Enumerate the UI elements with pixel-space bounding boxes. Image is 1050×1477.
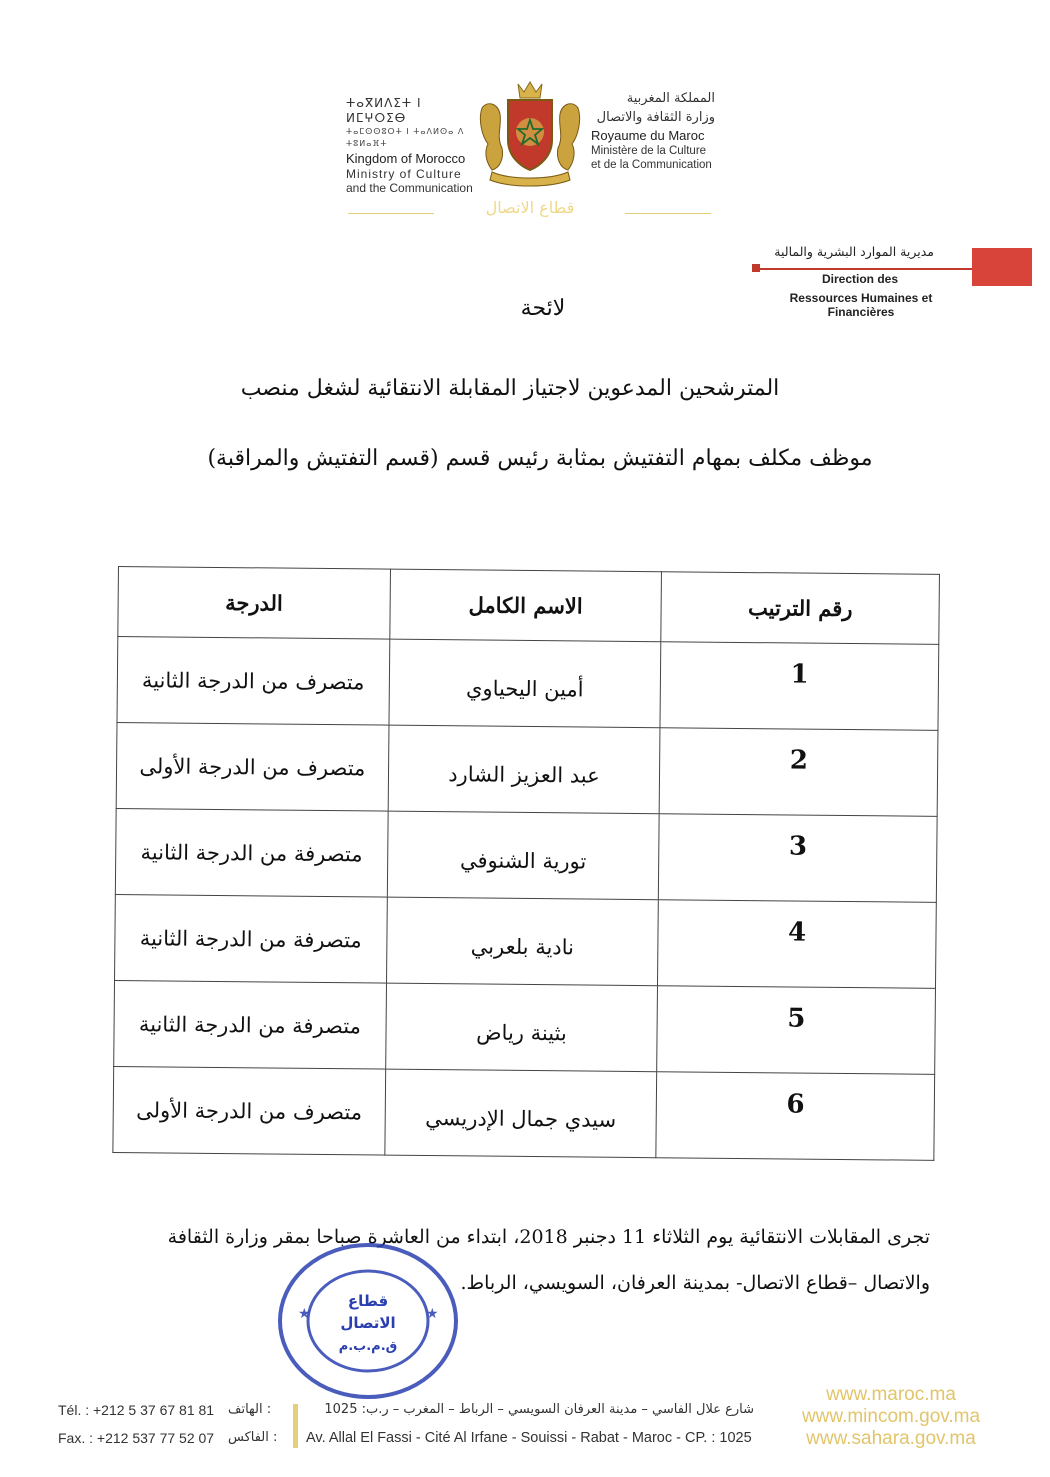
cell-name: أمين اليحياوي [389,639,661,728]
table-row [114,980,936,1074]
direction-rule [756,268,974,270]
table-header-row [118,567,940,645]
ministry-fr-line2: et de la Communication [591,159,712,171]
cell-name: سيدي جمال الإدريسي [385,1069,657,1158]
footer-address-ar: شارع علال الفاسي – مدينة العرفان السويسي – الرباط – المغرب – ر.ب: 1025 [324,1402,754,1417]
sector-label: قطاع الاتصال [485,198,575,217]
royal-coat-of-arms-icon [474,78,586,188]
official-stamp-icon [270,1236,466,1406]
cell-name: نادية بلعربي [386,897,658,986]
cell-grade: متصرفة من الدرجة الثانية [114,980,386,1069]
footer-fax-ar: : الفاكس [228,1430,278,1445]
svg-text:★: ★ [298,1306,311,1322]
tifinagh-ministry: ⵜⴰⵎⵙⵙⵓⵔⵜ ⵏ ⵜⴰⴷⵍⵙⴰ ⴷ ⵜⵓⵍⴰⴼⵜ [346,127,465,148]
direction-fr-line2: Ressources Humaines et Financières [789,291,933,319]
header-rank: رقم الترتيب [661,572,939,645]
sector-divider-right [625,213,711,214]
kingdom-ar: المملكة المغربية [626,91,715,106]
cell-name: بثينة رياض [385,983,657,1072]
stamp-line3: ق.م.ب.م [338,1339,398,1354]
tifinagh-kingdom: ⵜⴰⴳⵍⴷⵉⵜ ⵏ ⵍⵎⵖⵔⵉⴱ [346,96,422,125]
note-line2: والاتصال –قطاع الاتصال- بمدينة العرفان، السويسي، الرباط. [460,1272,930,1294]
ministry-fr-line1: Ministère de la Culture [591,145,707,157]
cell-rank: 6 [656,1072,934,1161]
cell-rank: 3 [659,814,937,903]
direction-fr-line1: Direction des [821,272,899,286]
header-right-block [585,90,715,172]
table-row [116,722,938,816]
ministry-en-line1: Ministry of Culture [346,167,462,181]
cell-grade: متصرف من الدرجة الأولى [113,1066,385,1155]
svg-text:★: ★ [426,1306,439,1322]
direction-ar: مديرية الموارد البشرية والمالية [774,244,934,259]
interview-note [118,1214,930,1306]
header-grade: الدرجة [118,567,390,640]
footer-tel-ar: : الهاتف [228,1402,272,1417]
cell-name: عبد العزيز الشارد [388,725,660,814]
ministry-ar: وزارة الثقافة والاتصال [596,110,715,125]
footer-tel: Tél. : +212 5 37 67 81 81 [58,1402,215,1418]
document-subtitle-line2: موظف مكلف بمهام التفتيش بمثابة رئيس قسم (قسم التفتيش والمراقبة) [207,446,873,471]
footer-divider [293,1404,298,1448]
cell-rank: 5 [657,986,935,1075]
table-row [117,637,939,731]
ministry-en-line2: and the Communication [346,181,473,195]
cell-rank: 4 [658,900,936,989]
note-line1: تجرى المقابلات الانتقائية يوم الثلاثاء 11 دجنبر 2018، ابتداء من العاشرة صباحا بمقر وزارة الثقافة [167,1226,930,1248]
cell-grade: متصرف من الدرجة الثانية [117,637,389,726]
cell-grade: متصرفة من الدرجة الثانية [115,894,387,983]
website-link[interactable]: www.mincom.gov.ma [801,1406,981,1427]
cell-rank: 2 [659,728,937,817]
direction-red-box [972,248,1032,286]
cell-name: تورية الشنوفي [387,811,659,900]
website-link[interactable]: www.maroc.ma [826,1384,956,1405]
sector-divider-left [348,213,434,214]
cell-rank: 1 [660,642,938,731]
cell-grade: متصرفة من الدرجة الثانية [115,808,387,897]
website-link[interactable]: www.sahara.gov.ma [806,1428,976,1449]
document-title: لائحة [520,296,566,321]
footer-fax: Fax. : +212 537 77 52 07 [58,1430,215,1446]
cell-grade: متصرف من الدرجة الأولى [116,722,388,811]
kingdom-en: Kingdom of Morocco [346,151,466,166]
header-left-block [346,96,476,195]
footer-websites [788,1384,994,1450]
candidates-table [112,566,940,1161]
header-name: الاسم الكامل [389,569,661,642]
footer-address-fr: Av. Allal El Fassi - Cité Al Irfane - Souissi - Rabat - Maroc - CP. : 1025 [306,1430,752,1446]
table-row [113,1066,935,1160]
stamp-line2: الاتصال [340,1314,396,1332]
stamp-line1: قطاع [347,1292,389,1310]
document-subtitle-line1: المترشحين المدعوين لاجتياز المقابلة الانتقائية لشغل منصب [240,376,780,401]
kingdom-fr: Royaume du Maroc [591,128,705,143]
table-row [115,894,937,988]
table-row [115,808,937,902]
